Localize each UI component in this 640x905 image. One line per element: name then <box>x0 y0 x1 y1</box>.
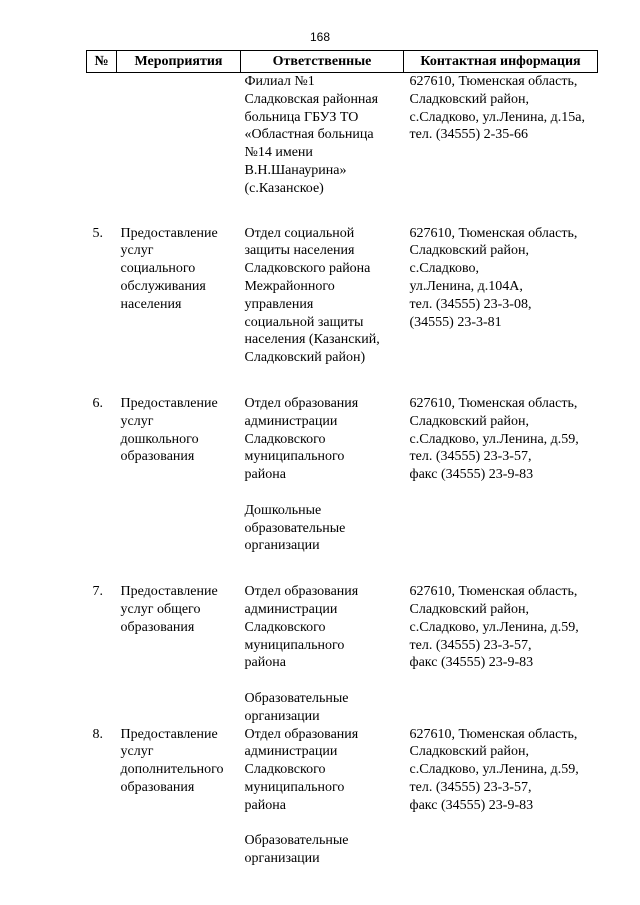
row-spacer <box>87 198 598 225</box>
table-row <box>87 583 598 725</box>
row-contact: 627610, Тюменская область, Сладковский район, с.Сладково, ул.Ленина, д.15а, тел. (34555) 2-35-66 <box>409 74 585 143</box>
row-spacer <box>87 555 598 583</box>
table-row <box>87 395 598 555</box>
row-event: Предоставление услуг дополнительного образования <box>120 726 224 795</box>
row-event: Предоставление услуг социального обслуживания населения <box>120 225 218 312</box>
column-header-responsible: Ответственные <box>241 51 404 73</box>
row-contact: 627610, Тюменская область, Сладковский район, с.Сладково, ул.Ленина, д.104А, тел. (34555) 23-3-08, (34555) 23-3-81 <box>409 225 578 330</box>
row-contact: 627610, Тюменская область, Сладковский район, с.Сладково, ул.Ленина, д.59, тел. (34555) 23-3-57, факс (34555) 23-9-83 <box>409 584 579 671</box>
table-header-row <box>87 51 598 73</box>
column-header-number: № <box>87 51 117 73</box>
table-row <box>87 225 598 367</box>
row-contact: 627610, Тюменская область, Сладковский район, с.Сладково, ул.Ленина, д.59, тел. (34555) 23-3-57, факс (34555) 23-9-83 <box>409 395 579 483</box>
row-responsible: Отдел образования администрации Сладковского муниципального района Дошкольные образовательные организации <box>244 395 359 554</box>
row-responsible: Отдел образования администрации Сладковского муниципального района Образовательные организации <box>244 726 359 867</box>
table-row <box>87 726 598 868</box>
contacts-table <box>86 50 598 868</box>
row-responsible: Филиал №1 Сладковская районная больница ГБУЗ ТО «Областная больница №14 имени В.Н.Шанаурина» (с.Казанское) <box>244 74 379 196</box>
row-spacer <box>87 367 598 395</box>
column-header-events: Мероприятия <box>117 51 241 73</box>
row-event: Предоставление услуг общего образования <box>120 584 218 635</box>
row-event <box>117 73 241 198</box>
page-number: 168 <box>309 30 331 44</box>
row-responsible: Отдел образования администрации Сладковского муниципального района Образовательные организации <box>244 584 359 724</box>
row-responsible: Отдел социальной защиты населения Сладковского района Межрайонного управления социальной защиты населения (Казанский, Сладковский район) <box>244 225 380 366</box>
row-contact: 627610, Тюменская область, Сладковский район, с.Сладково, ул.Ленина, д.59, тел. (34555) 23-3-57, факс (34555) 23-9-83 <box>409 726 579 813</box>
row-number: 5. <box>92 225 103 241</box>
row-number <box>87 73 117 198</box>
table-row <box>87 73 598 198</box>
column-header-contacts: Контактная информация <box>404 51 598 73</box>
row-number: 8. <box>92 726 103 742</box>
row-number: 7. <box>92 584 103 600</box>
row-event: Предоставление услуг дошкольного образования <box>120 395 218 465</box>
row-number: 6. <box>92 395 103 411</box>
